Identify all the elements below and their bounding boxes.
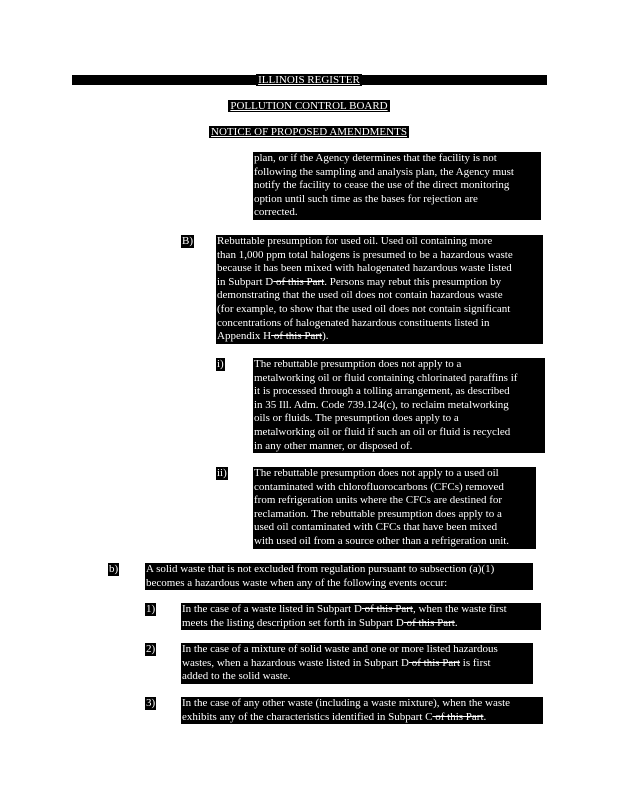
struck-text: of this Part [271,330,323,343]
subsection-b-text: A solid waste that is not excluded from regulation pursuant to subsection (a)(1) becomes a hazardous waste when any of the following events occur: [145,563,533,590]
item-3-text: In the case of any other waste (including a waste mixture), when the waste exhibits any of the characteristics identified in Subpart C of this Part. [181,697,543,724]
struck-text: of this Part [273,275,325,288]
para-i-label: i) [217,358,224,370]
para-i-text: The rebuttable presumption does not apply to a metalworking oil or fluid containing chlorinated paraffins if it is processed through a tolling arrangement, as described in 35 Ill. Adm. Code 739.124(c), to reclaim metalworking oils or fluids. The presumption does apply to a metalworking oil or fluid if such an oil or fluid is recycled in any other manner, or disposed of. [253,358,545,453]
para-b-label: B) [182,235,193,247]
notice-title: NOTICE OF PROPOSED AMENDMENTS [211,126,407,138]
struck-text: of this Part [361,603,413,615]
para-ii-text: The rebuttable presumption does not apply to a used oil contaminated with chlorofluorocarbons (CFCs) removed from refrigeration units where the CFCs are destined for reclamation. The rebuttable presumption does apply to a used oil contaminated with CFCs that have been mixed with used oil from a source other than a refrigeration unit. [253,467,536,549]
para-b-text: Rebuttable presumption for used oil. Used oil containing more than 1,000 ppm total halogens is presumed to be a hazardous waste because it has been mixed with halogenated hazardous waste listed in Subpart D of this Part. Persons may rebut this presumption by demonstrating that the used oil does not contain hazardous waste (for example, to show that the used oil does not contain significant concentrations of halogenated hazardous constituents listed in Appendix H of this Part). [216,235,543,344]
struck-text: of this Part [403,616,455,629]
struck-text: of this Part [432,710,484,723]
subsection-b-label: b) [109,563,119,575]
item-1-label: 1) [146,603,156,615]
item-1-text: In the case of a waste listed in Subpart D of this Part, when the waste first meets the listing description set forth in Subpart D of this Part. [181,603,541,630]
item-3-label: 3) [146,697,156,709]
board-title: POLLUTION CONTROL BOARD [230,100,388,112]
continuation-text: plan, or if the Agency determines that the facility is not following the sampling and analysis plan, the Agency must notify the facility to cease the use of the direct monitoring option until such time as the bases for rejection are corrected. [253,152,541,220]
item-2-label: 2) [146,643,156,655]
item-2-text: In the case of a mixture of solid waste and one or more listed hazardous wastes, when a hazardous waste listed in Subpart D of this Part is first added to the solid waste. [181,643,533,684]
register-title: ILLINOIS REGISTER [258,74,360,86]
para-ii-label: ii) [217,467,227,479]
struck-text: of this Part [408,656,461,669]
